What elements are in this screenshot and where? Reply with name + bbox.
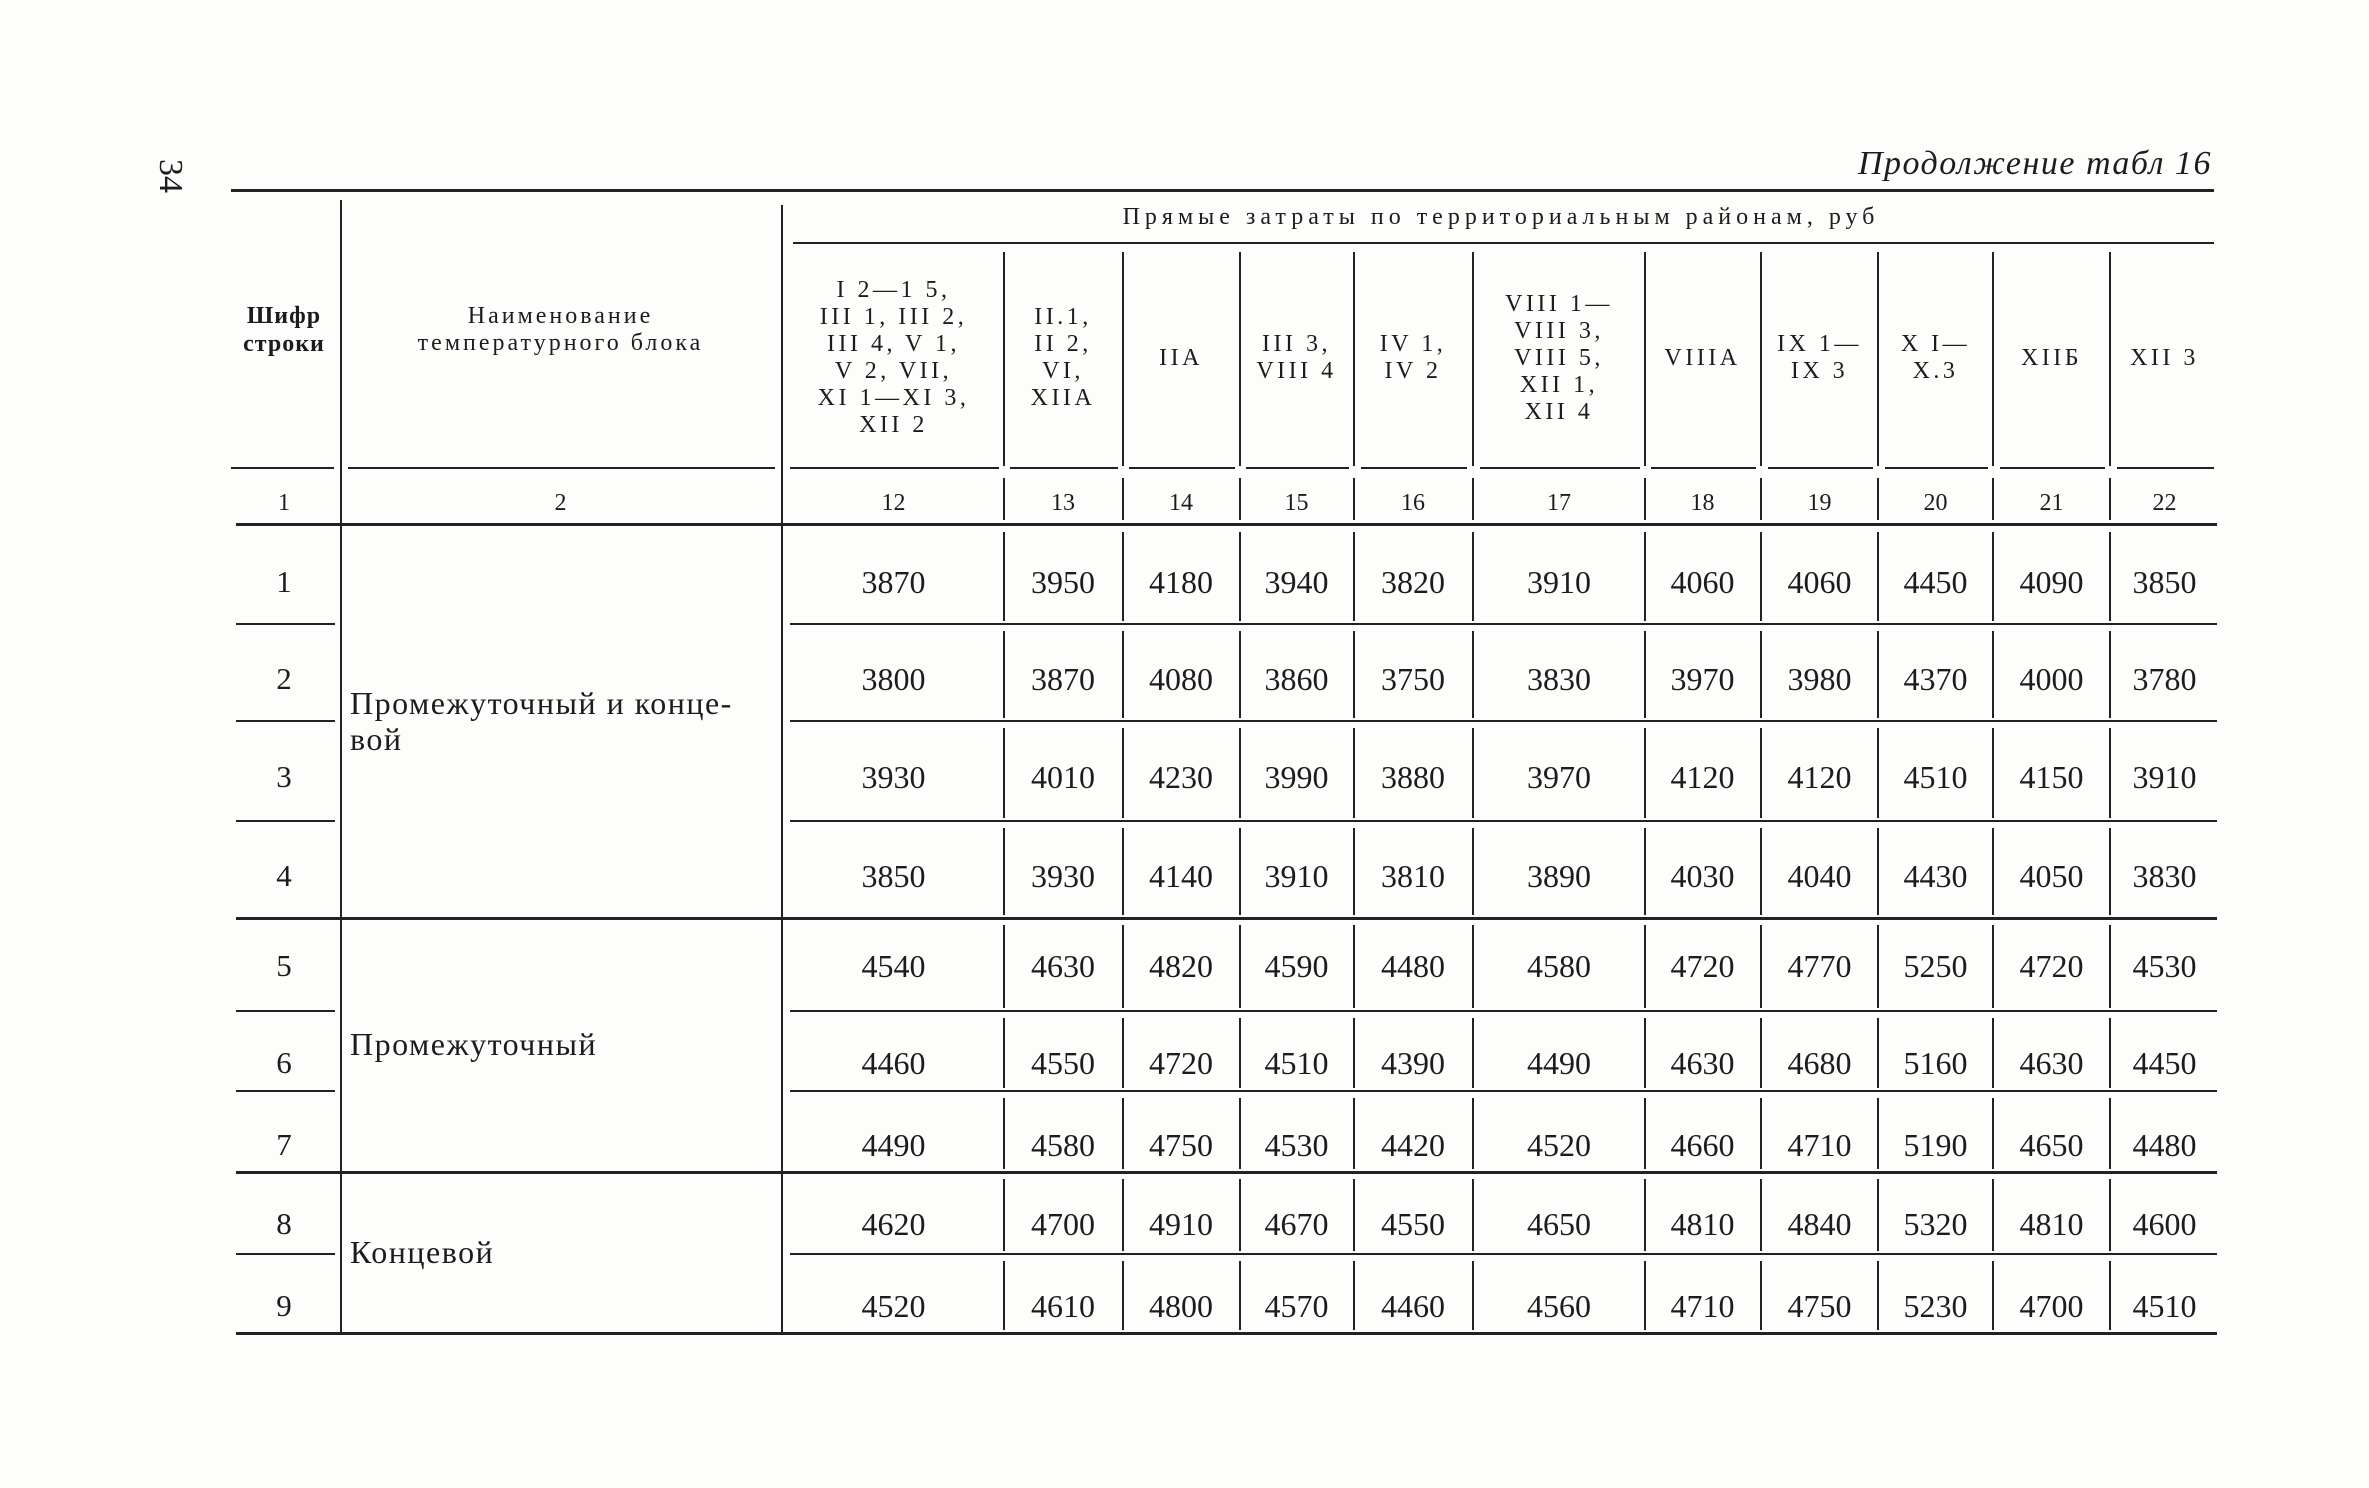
header-rule — [1480, 467, 1640, 469]
cost-value: 3850 — [861, 857, 926, 894]
cost-value: 3830 — [2132, 857, 2197, 894]
column-divider — [1472, 1098, 1474, 1169]
column-divider — [1003, 1261, 1005, 1330]
column-number: 19 — [1807, 489, 1832, 516]
column-divider — [1353, 1018, 1355, 1088]
cost-value: 4620 — [861, 1205, 926, 1242]
header-region-6: VIII 1— VIII 3, VIII 5, XII 1, XII 4 — [1505, 290, 1613, 425]
column-divider — [1644, 728, 1646, 818]
column-divider — [1644, 252, 1646, 466]
column-divider — [1003, 728, 1005, 818]
cost-value: 4040 — [1787, 857, 1852, 894]
cost-value: 4810 — [1670, 1205, 1735, 1242]
column-divider — [1472, 1261, 1474, 1330]
column-divider — [1992, 1018, 1994, 1088]
cost-value: 4660 — [1670, 1126, 1735, 1163]
cost-value: 5160 — [1903, 1044, 1968, 1081]
column-divider — [1122, 1179, 1124, 1251]
cost-value: 4520 — [861, 1287, 926, 1324]
column-divider — [1353, 478, 1355, 520]
column-divider — [1353, 925, 1355, 1008]
column-divider — [1992, 631, 1994, 718]
code-name-divider — [340, 200, 342, 1334]
column-divider — [1239, 828, 1241, 915]
column-divider — [1644, 925, 1646, 1008]
header-rule — [790, 467, 999, 469]
cost-value: 4370 — [1903, 660, 1968, 697]
header-rule — [2000, 467, 2105, 469]
column-divider — [1992, 252, 1994, 466]
column-number: 12 — [881, 489, 906, 516]
column-divider — [1122, 1098, 1124, 1169]
cost-value: 4630 — [1031, 947, 1095, 984]
header-region-1: I 2—1 5, III 1, III 2, III 4, V 1, V 2, VII, XI 1—XI 3, XII 2 — [817, 277, 970, 438]
header-row-code: Шифр строки — [243, 303, 325, 357]
column-divider — [1122, 828, 1124, 915]
row-rule — [790, 1010, 2217, 1012]
cost-value: 4180 — [1149, 563, 1213, 600]
span-underline — [793, 242, 2214, 244]
column-divider — [1760, 1018, 1762, 1088]
column-divider — [1760, 728, 1762, 818]
header-region-4: III 3, VIII 4 — [1256, 331, 1337, 384]
cost-value: 4550 — [1031, 1044, 1095, 1081]
column-divider — [1877, 532, 1879, 621]
row-rule — [790, 1090, 2217, 1092]
cost-value: 3820 — [1381, 563, 1445, 600]
column-divider — [1992, 828, 1994, 915]
column-divider — [1239, 1261, 1241, 1330]
column-divider — [1353, 252, 1355, 466]
cost-value: 4480 — [1381, 947, 1445, 984]
column-divider — [1992, 1179, 1994, 1251]
column-divider — [1472, 925, 1474, 1008]
cost-value: 3850 — [2132, 563, 2197, 600]
row-rule — [236, 1253, 335, 1255]
column-divider — [1239, 532, 1241, 621]
column-divider — [1122, 252, 1124, 466]
cost-value: 4490 — [1527, 1044, 1591, 1081]
column-divider — [1992, 728, 1994, 818]
column-divider — [1644, 532, 1646, 621]
row-rule — [790, 1253, 2217, 1255]
row-code: 5 — [276, 948, 292, 983]
header-rule — [1010, 467, 1118, 469]
cost-value: 4420 — [1381, 1126, 1445, 1163]
column-divider — [1877, 1018, 1879, 1088]
row-code: 4 — [276, 858, 292, 893]
cost-value: 4590 — [1264, 947, 1329, 984]
column-divider — [1760, 1179, 1762, 1251]
cost-value: 4750 — [1787, 1287, 1852, 1324]
column-divider — [1992, 478, 1994, 520]
row-rule — [236, 623, 335, 625]
column-number: 18 — [1690, 489, 1715, 516]
column-divider — [1760, 925, 1762, 1008]
column-divider — [2109, 532, 2111, 621]
cost-value: 4060 — [1670, 563, 1735, 600]
column-number: 17 — [1547, 489, 1571, 516]
column-divider — [1003, 828, 1005, 915]
cost-value: 4630 — [1670, 1044, 1735, 1081]
column-divider — [1760, 1098, 1762, 1169]
column-divider — [1644, 828, 1646, 915]
column-divider — [1644, 1098, 1646, 1169]
cost-value: 4710 — [1670, 1287, 1735, 1324]
cost-value: 4670 — [1264, 1205, 1329, 1242]
column-divider — [1992, 925, 1994, 1008]
column-divider — [1353, 532, 1355, 621]
header-region-2: II.1, II 2, VI, XIIA — [1030, 304, 1096, 411]
cost-value: 3990 — [1264, 758, 1329, 795]
row-rule — [790, 820, 2217, 822]
header-rule — [2117, 467, 2214, 469]
cost-value: 4700 — [1031, 1205, 1095, 1242]
name-values-divider — [781, 205, 783, 1334]
column-divider — [1877, 925, 1879, 1008]
cost-value: 4510 — [2132, 1287, 2197, 1324]
column-divider — [1877, 728, 1879, 818]
group-rule — [236, 1332, 2217, 1335]
row-code: 9 — [276, 1288, 292, 1323]
header-rule — [1361, 467, 1467, 469]
column-divider — [1353, 1098, 1355, 1169]
column-divider — [1644, 478, 1646, 520]
cost-value: 4390 — [1381, 1044, 1445, 1081]
block-name: Промежуточный и конце- вой — [350, 684, 733, 757]
column-divider — [1760, 532, 1762, 621]
cost-value: 4610 — [1031, 1287, 1095, 1324]
column-divider — [1877, 1179, 1879, 1251]
cost-value: 4460 — [861, 1044, 926, 1081]
column-divider — [1003, 1179, 1005, 1251]
cost-value: 4430 — [1903, 857, 1968, 894]
cost-value: 4510 — [1264, 1044, 1329, 1081]
cost-value: 3880 — [1381, 758, 1445, 795]
cost-value: 5320 — [1903, 1205, 1968, 1242]
cost-value: 4770 — [1787, 947, 1852, 984]
cost-value: 3870 — [861, 563, 926, 600]
column-divider — [2109, 925, 2111, 1008]
column-divider — [1472, 828, 1474, 915]
column-divider — [1239, 1098, 1241, 1169]
column-divider — [1472, 631, 1474, 718]
header-direct-costs-span: Прямые затраты по территориальным районам, руб — [1122, 203, 1880, 230]
header-rule — [1246, 467, 1349, 469]
table-continuation-caption: Продолжение табл 16 — [1857, 145, 2212, 182]
column-divider — [1353, 728, 1355, 818]
column-divider — [1472, 478, 1474, 520]
cost-value: 3870 — [1031, 660, 1095, 697]
column-divider — [1877, 828, 1879, 915]
header-block-name: Наименование температурного блока — [417, 303, 704, 356]
cost-value: 4530 — [2132, 947, 2197, 984]
column-divider — [2109, 1179, 2111, 1251]
column-divider — [2109, 1018, 2111, 1088]
cost-value: 4810 — [2019, 1205, 2084, 1242]
column-divider — [1992, 1098, 1994, 1169]
column-divider — [1472, 1179, 1474, 1251]
cost-value: 3930 — [1031, 857, 1095, 894]
row-rule — [236, 820, 335, 822]
column-divider — [2109, 252, 2111, 466]
cost-value: 4820 — [1149, 947, 1213, 984]
header-region-10: XIIБ — [2020, 344, 2083, 371]
row-code: 2 — [276, 661, 292, 696]
column-divider — [1877, 478, 1879, 520]
row-rule — [790, 720, 2217, 722]
column-divider — [1472, 728, 1474, 818]
cost-value: 4650 — [2019, 1126, 2084, 1163]
cost-value: 4480 — [2132, 1126, 2197, 1163]
column-divider — [1877, 1261, 1879, 1330]
column-divider — [1122, 728, 1124, 818]
cost-value: 4630 — [2019, 1044, 2084, 1081]
cost-value: 4680 — [1787, 1044, 1852, 1081]
cost-value: 4600 — [2132, 1205, 2197, 1242]
column-number: 15 — [1284, 489, 1309, 516]
cost-value: 3950 — [1031, 563, 1095, 600]
cost-value: 4150 — [2019, 758, 2084, 795]
cost-value: 4230 — [1149, 758, 1213, 795]
cost-value: 5230 — [1903, 1287, 1968, 1324]
column-divider — [2109, 728, 2111, 818]
cost-value: 4570 — [1264, 1287, 1329, 1324]
header-region-3: IIA — [1159, 344, 1203, 371]
column-number: 2 — [554, 489, 567, 516]
cost-value: 4120 — [1670, 758, 1735, 795]
column-divider — [1122, 1261, 1124, 1330]
cost-value: 4710 — [1787, 1126, 1852, 1163]
cost-value: 4000 — [2019, 660, 2084, 697]
cost-value: 3810 — [1381, 857, 1445, 894]
header-rule — [1129, 467, 1235, 469]
row-code: 1 — [276, 564, 292, 599]
row-code: 7 — [276, 1127, 292, 1162]
column-divider — [1472, 1018, 1474, 1088]
cost-value: 4580 — [1527, 947, 1591, 984]
header-region-11: XII 3 — [2130, 344, 2199, 371]
column-number-rule — [236, 523, 2217, 526]
cost-value: 4720 — [1149, 1044, 1213, 1081]
row-rule — [236, 1010, 335, 1012]
column-divider — [1992, 532, 1994, 621]
column-divider — [1122, 532, 1124, 621]
column-divider — [1122, 478, 1124, 520]
column-divider — [1353, 828, 1355, 915]
column-divider — [1122, 631, 1124, 718]
column-divider — [1877, 1098, 1879, 1169]
column-divider — [1644, 1018, 1646, 1088]
column-divider — [1472, 252, 1474, 466]
column-divider — [1239, 1018, 1241, 1088]
cost-value: 4530 — [1264, 1126, 1329, 1163]
column-divider — [1760, 252, 1762, 466]
cost-value: 4800 — [1149, 1287, 1213, 1324]
column-number: 21 — [2039, 489, 2064, 516]
cost-value: 3980 — [1787, 660, 1852, 697]
column-divider — [1472, 532, 1474, 621]
header-rule — [1768, 467, 1873, 469]
column-divider — [1353, 1261, 1355, 1330]
column-divider — [1644, 1179, 1646, 1251]
cost-value: 4460 — [1381, 1287, 1445, 1324]
cost-value: 4700 — [2019, 1287, 2084, 1324]
column-divider — [1003, 1098, 1005, 1169]
row-code: 8 — [276, 1206, 292, 1241]
top-rule — [231, 189, 2214, 192]
column-divider — [1760, 631, 1762, 718]
row-rule — [236, 1090, 335, 1092]
cost-value: 4450 — [2132, 1044, 2197, 1081]
header-region-5: IV 1, IV 2 — [1379, 331, 1447, 384]
cost-value: 4540 — [861, 947, 926, 984]
column-number: 14 — [1169, 489, 1193, 516]
column-divider — [1992, 1261, 1994, 1330]
column-divider — [1239, 478, 1241, 520]
block-name: Промежуточный — [350, 1026, 598, 1062]
cost-value: 5190 — [1903, 1126, 1968, 1163]
cost-value: 4750 — [1149, 1126, 1213, 1163]
cost-value: 3800 — [861, 660, 926, 697]
cost-value: 4580 — [1031, 1126, 1095, 1163]
column-divider — [1003, 925, 1005, 1008]
column-divider — [1003, 631, 1005, 718]
column-divider — [2109, 631, 2111, 718]
column-divider — [1003, 478, 1005, 520]
column-number: 22 — [2152, 489, 2177, 516]
cost-value: 4030 — [1670, 857, 1735, 894]
cost-value: 4050 — [2019, 857, 2084, 894]
cost-value: 3970 — [1527, 758, 1591, 795]
header-rule — [1651, 467, 1756, 469]
column-divider — [1760, 478, 1762, 520]
column-divider — [1239, 728, 1241, 818]
block-name: Концевой — [350, 1233, 495, 1270]
cost-value: 3910 — [1264, 857, 1329, 894]
column-divider — [2109, 1098, 2111, 1169]
header-region-9: X I— X.3 — [1900, 331, 1971, 384]
cost-value: 3970 — [1670, 660, 1735, 697]
cost-value: 3940 — [1264, 563, 1329, 600]
column-divider — [1239, 631, 1241, 718]
column-number: 13 — [1051, 489, 1075, 516]
cost-value: 4910 — [1149, 1205, 1213, 1242]
header-rule — [1885, 467, 1988, 469]
column-divider — [1122, 1018, 1124, 1088]
column-divider — [1239, 1179, 1241, 1251]
header-region-7: VIIIA — [1664, 344, 1741, 371]
cost-value: 4140 — [1149, 857, 1213, 894]
cost-value: 3830 — [1527, 660, 1591, 697]
cost-value: 4720 — [1670, 947, 1735, 984]
cost-value: 3910 — [1527, 563, 1591, 600]
row-rule — [236, 720, 335, 722]
cost-value: 4510 — [1903, 758, 1968, 795]
column-number: 16 — [1401, 489, 1425, 516]
cost-value: 4560 — [1527, 1287, 1591, 1324]
cost-value: 4720 — [2019, 947, 2084, 984]
cost-value: 3910 — [2132, 758, 2197, 795]
column-divider — [1239, 925, 1241, 1008]
cost-value: 4450 — [1903, 563, 1968, 600]
column-divider — [1877, 631, 1879, 718]
column-divider — [1353, 1179, 1355, 1251]
column-divider — [1003, 1018, 1005, 1088]
row-code: 3 — [276, 759, 292, 794]
cost-value: 4650 — [1527, 1205, 1591, 1242]
cost-value: 4060 — [1787, 563, 1852, 600]
column-divider — [1353, 631, 1355, 718]
cost-value: 5250 — [1903, 947, 1968, 984]
column-divider — [2109, 828, 2111, 915]
column-divider — [1644, 1261, 1646, 1330]
column-divider — [1877, 252, 1879, 466]
column-number: 20 — [1923, 489, 1948, 516]
header-rule — [348, 467, 775, 469]
row-code: 6 — [276, 1045, 292, 1080]
column-divider — [1644, 631, 1646, 718]
cost-value: 4520 — [1527, 1126, 1591, 1163]
cost-value: 3750 — [1381, 660, 1445, 697]
cost-value: 4080 — [1149, 660, 1213, 697]
column-divider — [1239, 252, 1241, 466]
page-number: 34 — [152, 159, 189, 193]
column-divider — [1760, 1261, 1762, 1330]
cost-value: 4010 — [1031, 758, 1095, 795]
cost-value: 4090 — [2019, 563, 2084, 600]
header-region-8: IX 1— IX 3 — [1777, 331, 1862, 384]
cost-value: 3860 — [1264, 660, 1329, 697]
cost-value: 4840 — [1787, 1205, 1852, 1242]
cost-value: 4490 — [861, 1126, 926, 1163]
cost-value: 3890 — [1527, 857, 1591, 894]
column-divider — [1122, 925, 1124, 1008]
header-rule — [231, 467, 334, 469]
column-divider — [1760, 828, 1762, 915]
cost-value: 3780 — [2132, 660, 2197, 697]
column-number: 1 — [278, 489, 290, 516]
cost-value: 4120 — [1787, 758, 1852, 795]
cost-value: 4550 — [1381, 1205, 1445, 1242]
column-divider — [1003, 252, 1005, 466]
cost-value: 3930 — [861, 758, 926, 795]
column-divider — [1003, 532, 1005, 621]
column-divider — [2109, 1261, 2111, 1330]
row-rule — [790, 623, 2217, 625]
column-divider — [2109, 478, 2111, 520]
